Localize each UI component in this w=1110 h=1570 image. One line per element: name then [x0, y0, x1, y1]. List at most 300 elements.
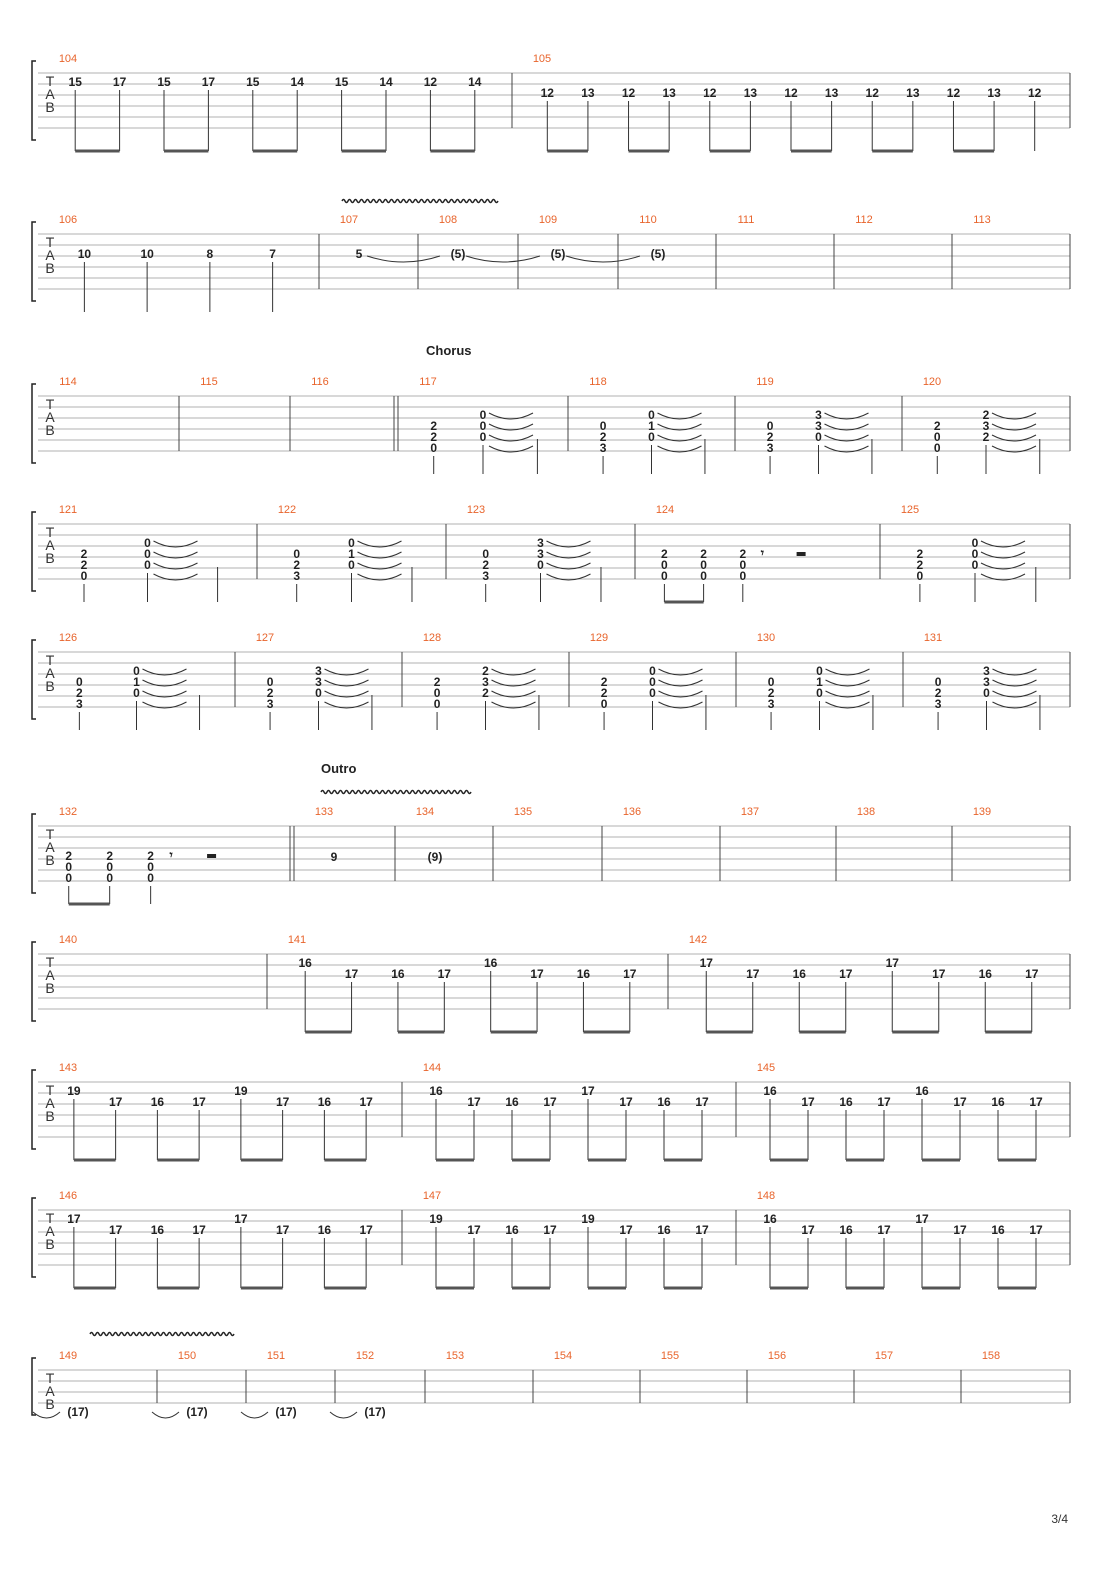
measure-number: 150: [177, 1350, 197, 1362]
chord-note: 0: [661, 558, 668, 572]
tab-note: 16: [792, 967, 806, 981]
tab-note: 17: [437, 967, 451, 981]
tab-note: 16: [763, 1084, 777, 1098]
tab-note: 16: [576, 967, 591, 981]
chord-note: 3: [537, 547, 544, 561]
measure-number: 118: [589, 376, 607, 388]
chord-note: 2: [982, 430, 990, 444]
chord-note: 2: [916, 558, 924, 572]
chord-note: 2: [600, 686, 608, 700]
tab-clef-letter: A: [45, 247, 55, 263]
tab-note: (17): [275, 1405, 297, 1419]
chord-note: 0: [293, 547, 301, 561]
chord-note: 2: [599, 430, 607, 444]
chord-note: 3: [982, 419, 990, 433]
chord-note: 2: [433, 675, 441, 689]
tab-clef-letter: A: [45, 409, 55, 425]
tab-note: 17: [915, 1212, 929, 1226]
tab-note: 17: [201, 75, 216, 89]
chord-note: 0: [106, 860, 114, 874]
measure-number: 104: [58, 53, 78, 65]
tab-clef-letter: T: [45, 652, 55, 668]
tab-note: 13: [581, 86, 595, 100]
chord-note: 0: [766, 419, 774, 433]
chord-note: 0: [133, 664, 140, 678]
tab-clef-letter: B: [45, 678, 55, 694]
measure-number: 117: [419, 376, 437, 388]
chord-note: 3: [599, 441, 607, 455]
tab-note: 17: [581, 1084, 595, 1098]
tie-arc: [152, 1412, 179, 1418]
chord-note: 0: [65, 871, 73, 885]
chord-note: 2: [76, 686, 83, 700]
tab-clef-letter: T: [45, 1210, 55, 1226]
chord-note: 3: [76, 697, 83, 711]
system-bracket: [32, 640, 36, 719]
tab-clef-letter: T: [45, 73, 55, 89]
tab-note: 12: [784, 86, 798, 100]
measure-number: 126: [58, 632, 78, 644]
chord-note: 2: [80, 558, 88, 572]
measure-number: 121: [58, 504, 78, 516]
measure-number: 134: [415, 806, 435, 818]
chord-note: 0: [649, 675, 656, 689]
tab-note: 17: [234, 1212, 248, 1226]
measure-number: 133: [314, 806, 334, 818]
tab-note: 17: [67, 1212, 81, 1226]
chord-note: 2: [430, 419, 438, 433]
chord-note: 0: [479, 430, 487, 444]
measure-number: 145: [756, 1062, 776, 1074]
tab-clef-letter: A: [45, 1383, 55, 1399]
chord-note: 3: [537, 536, 544, 550]
chord-note: 3: [983, 675, 990, 689]
tab-note: 16: [978, 967, 992, 981]
tab-note: 10: [140, 247, 154, 261]
tab-note: 17: [344, 967, 359, 981]
tab-note: 17: [699, 956, 713, 970]
tab-note: 16: [150, 1223, 165, 1237]
tie-arc: [241, 1412, 268, 1418]
measure-number: 124: [655, 504, 675, 516]
tab-note: 17: [359, 1095, 373, 1109]
chord-note: 3: [266, 697, 274, 711]
tab-clef-letter: B: [45, 852, 55, 868]
tab-note: 17: [885, 956, 899, 970]
measure-number: 147: [422, 1190, 442, 1202]
chord-note: 0: [80, 569, 88, 583]
measure-number: 146: [58, 1190, 78, 1202]
chord-note: 3: [482, 569, 490, 583]
chord-note: 1: [648, 419, 655, 433]
chord-note: 2: [430, 430, 438, 444]
measure-number: 120: [922, 376, 942, 388]
tab-note: 16: [317, 1095, 332, 1109]
chord-note: 0: [144, 558, 151, 572]
chord-note: 0: [147, 871, 154, 885]
tab-clef-letter: A: [45, 967, 55, 983]
chord-note: 2: [106, 849, 114, 863]
tab-clef-letter: B: [45, 422, 55, 438]
chord-note: 2: [147, 849, 154, 863]
tab-note: (5): [550, 247, 566, 261]
tab-note: 16: [505, 1095, 519, 1109]
chord-note: 0: [600, 697, 608, 711]
chord-note: 2: [739, 547, 747, 561]
tab-note: 13: [987, 86, 1001, 100]
chord-note: 0: [649, 664, 656, 678]
tab-clef-letter: T: [45, 524, 55, 540]
tab-clef-letter: B: [45, 1396, 55, 1412]
tab-note: 16: [657, 1223, 671, 1237]
chord-note: 0: [649, 686, 656, 700]
chord-note: 0: [144, 536, 151, 550]
section-label: Outro: [321, 761, 357, 776]
tab-clef-letter: B: [45, 980, 55, 996]
measure-number: 108: [438, 214, 458, 226]
chord-note: 0: [815, 430, 822, 444]
measure-number: 132: [58, 806, 78, 818]
tab-note: 19: [429, 1212, 443, 1226]
tab-note: 16: [763, 1212, 777, 1226]
tab-note: 17: [695, 1223, 709, 1237]
chord-note: 0: [648, 408, 655, 422]
measure-number: 123: [466, 504, 486, 516]
measure-number: 155: [660, 1350, 680, 1362]
chord-note: 1: [816, 675, 823, 689]
tab-note: 17: [619, 1223, 633, 1237]
system-bracket: [32, 512, 36, 591]
tab-note: 13: [743, 86, 758, 100]
chord-note: 0: [537, 558, 544, 572]
tab-clef-letter: A: [45, 839, 55, 855]
chord-note: 0: [315, 686, 322, 700]
tab-note: 5: [355, 247, 363, 261]
chord-note: 2: [600, 675, 608, 689]
tab-note: 16: [915, 1084, 929, 1098]
tab-clef-letter: A: [45, 86, 55, 102]
chord-note: 0: [133, 686, 140, 700]
tab-note: 13: [824, 86, 839, 100]
chord-note: 0: [971, 547, 979, 561]
system-bracket: [32, 942, 36, 1021]
measure-number: 127: [255, 632, 275, 644]
chord-note: 3: [934, 697, 942, 711]
chord-note: 3: [315, 664, 322, 678]
tie-arc: [466, 256, 540, 262]
measure-number: 110: [639, 214, 657, 226]
chord-note: 2: [661, 547, 668, 561]
chord-note: 0: [739, 558, 747, 572]
system-bracket: [32, 1358, 36, 1415]
chord-note: 0: [648, 430, 655, 444]
chord-note: 0: [971, 536, 979, 550]
chord-note: 2: [482, 664, 489, 678]
chord-note: 2: [482, 686, 489, 700]
tab-note: 12: [703, 86, 717, 100]
tab-note: 15: [334, 75, 349, 89]
chord-note: 0: [433, 686, 441, 700]
tab-note: 19: [234, 1084, 248, 1098]
tab-note: 16: [391, 967, 405, 981]
tab-note: 17: [801, 1095, 815, 1109]
tab-note: (5): [450, 247, 466, 261]
chord-note: 0: [430, 441, 438, 455]
chord-note: 2: [766, 430, 774, 444]
tab-note: 16: [429, 1084, 443, 1098]
eighth-rest: 𝄾: [760, 546, 765, 560]
tab-note: 17: [695, 1095, 709, 1109]
chord-note: 2: [767, 686, 775, 700]
section-label: Chorus: [426, 343, 472, 358]
tab-note: (17): [364, 1405, 386, 1419]
tab-note: 16: [317, 1223, 332, 1237]
system-bracket: [32, 61, 36, 140]
chord-note: 0: [479, 408, 487, 422]
tab-note: 12: [1028, 86, 1042, 100]
tab-note: 17: [1029, 1223, 1043, 1237]
tab-note: 17: [108, 1223, 123, 1237]
measure-number: 131: [923, 632, 943, 644]
tab-note: 16: [484, 956, 498, 970]
chord-note: 0: [916, 569, 924, 583]
measure-number: 106: [58, 214, 78, 226]
measure-number: 149: [58, 1350, 78, 1362]
tab-note: 17: [619, 1095, 633, 1109]
tab-note: 16: [839, 1095, 853, 1109]
half-rest: [207, 854, 216, 858]
tab-clef-letter: T: [45, 1370, 55, 1386]
tab-note: 17: [953, 1223, 967, 1237]
tab-note: 17: [623, 967, 637, 981]
chord-note: 0: [767, 675, 775, 689]
measure-number: 122: [277, 504, 297, 516]
chord-note: 2: [482, 558, 490, 572]
tab-note: 17: [1029, 1095, 1043, 1109]
chord-note: 0: [482, 547, 490, 561]
tab-note: 19: [581, 1212, 595, 1226]
tab-clef-letter: A: [45, 537, 55, 553]
measure-number: 154: [553, 1350, 573, 1362]
chord-note: 0: [700, 558, 707, 572]
tab-note: 17: [275, 1223, 290, 1237]
measure-number: 130: [756, 632, 776, 644]
tie-arc: [566, 256, 640, 262]
tab-note: 17: [1025, 967, 1039, 981]
chord-note: 0: [144, 547, 151, 561]
chord-note: 0: [147, 860, 154, 874]
vibrato-mark: [90, 1333, 234, 1336]
system-bracket: [32, 1070, 36, 1149]
chord-note: 0: [76, 675, 83, 689]
tab-note: 12: [540, 86, 554, 100]
chord-note: 0: [661, 569, 668, 583]
measure-number: 137: [740, 806, 760, 818]
tab-note: 10: [77, 247, 92, 261]
measure-number: 136: [622, 806, 642, 818]
chord-note: 1: [348, 547, 355, 561]
tab-note: 17: [877, 1223, 891, 1237]
tab-note: (9): [427, 850, 443, 864]
chord-note: 0: [599, 419, 607, 433]
chord-note: 3: [766, 441, 774, 455]
measure-number: 125: [900, 504, 920, 516]
chord-note: 2: [65, 849, 73, 863]
measure-number: 151: [266, 1350, 286, 1362]
tie-arc: [330, 1412, 357, 1418]
tab-note: 15: [68, 75, 82, 89]
tab-note: 17: [359, 1223, 373, 1237]
system-bracket: [32, 384, 36, 463]
tab-clef-letter: T: [45, 826, 55, 842]
chord-note: 3: [293, 569, 301, 583]
tab-note: 17: [467, 1095, 481, 1109]
tab-note: 16: [991, 1095, 1005, 1109]
tab-note: 12: [423, 75, 438, 89]
measure-number: 112: [855, 214, 873, 226]
measure-number: 152: [355, 1350, 375, 1362]
chord-note: 0: [971, 558, 979, 572]
tab-note: 17: [932, 967, 946, 981]
tab-clef-letter: T: [45, 396, 55, 412]
tab-clef-letter: A: [45, 1223, 55, 1239]
tab-note: (17): [67, 1405, 89, 1419]
chord-note: 0: [348, 558, 355, 572]
measure-number: 157: [874, 1350, 894, 1362]
half-rest: [797, 552, 806, 556]
measure-number: 109: [538, 214, 558, 226]
chord-note: 0: [933, 430, 941, 444]
measure-number: 113: [973, 214, 991, 226]
tab-note: (17): [186, 1405, 208, 1419]
measure-number: 142: [688, 934, 708, 946]
tab-note: 19: [67, 1084, 81, 1098]
measure-number: 129: [589, 632, 609, 644]
tab-note: 14: [379, 75, 393, 89]
chord-note: 0: [934, 675, 942, 689]
tab-clef-letter: A: [45, 665, 55, 681]
tab-note: 17: [543, 1095, 557, 1109]
measure-number: 144: [422, 1062, 442, 1074]
page-number: 3/4: [1051, 1512, 1068, 1526]
chord-note: 0: [700, 569, 707, 583]
tab-note: 13: [906, 86, 920, 100]
chord-note: 3: [815, 419, 822, 433]
chord-note: 2: [982, 408, 990, 422]
chord-note: 3: [983, 664, 990, 678]
vibrato-mark: [321, 791, 471, 794]
tab-clef-letter: B: [45, 1108, 55, 1124]
measure-number: 153: [445, 1350, 465, 1362]
tab-note: 17: [839, 967, 853, 981]
tab-note: 7: [269, 247, 276, 261]
tie-arc: [33, 1412, 60, 1418]
tab-note: 14: [290, 75, 304, 89]
tab-clef-letter: B: [45, 99, 55, 115]
measure-number: 138: [856, 806, 876, 818]
chord-note: 2: [293, 558, 301, 572]
tab-note: 12: [946, 86, 961, 100]
tab-clef-letter: T: [45, 234, 55, 250]
measure-number: 148: [756, 1190, 776, 1202]
chord-note: 2: [700, 547, 707, 561]
tab-note: 16: [991, 1223, 1005, 1237]
chord-note: 0: [65, 860, 73, 874]
system-bracket: [32, 222, 36, 301]
measure-number: 111: [737, 214, 755, 226]
tab-note: 8: [206, 247, 214, 261]
tab-note: 9: [330, 850, 338, 864]
tab-note: 12: [621, 86, 636, 100]
chord-note: 0: [266, 675, 274, 689]
chord-note: 0: [106, 871, 114, 885]
chord-note: 2: [266, 686, 274, 700]
chord-note: 0: [816, 686, 823, 700]
tab-note: 17: [112, 75, 127, 89]
measure-number: 107: [339, 214, 359, 226]
measure-number: 143: [58, 1062, 78, 1074]
measure-number: 139: [972, 806, 992, 818]
tab-note: 17: [192, 1223, 206, 1237]
tab-note: 16: [839, 1223, 853, 1237]
measure-number: 158: [981, 1350, 1001, 1362]
chord-note: 0: [433, 697, 441, 711]
tab-note: 17: [467, 1223, 481, 1237]
tab-note: 15: [246, 75, 260, 89]
system-bracket: [32, 814, 36, 893]
chord-note: 2: [80, 547, 88, 561]
measure-number: 119: [756, 376, 774, 388]
chord-note: 0: [479, 419, 487, 433]
measure-number: 135: [513, 806, 533, 818]
chord-note: 2: [916, 547, 924, 561]
tab-note: (5): [650, 247, 666, 261]
tab-clef-letter: T: [45, 1082, 55, 1098]
tab-note: 12: [865, 86, 879, 100]
chord-note: 0: [933, 441, 941, 455]
tab-note: 17: [543, 1223, 557, 1237]
tab-clef-letter: B: [45, 1236, 55, 1252]
measure-number: 141: [287, 934, 307, 946]
chord-note: 3: [482, 675, 489, 689]
measure-number: 128: [422, 632, 442, 644]
tab-note: 16: [150, 1095, 165, 1109]
tab-note: 15: [157, 75, 171, 89]
tab-clef-letter: B: [45, 260, 55, 276]
tab-note: 13: [662, 86, 676, 100]
tab-note: 17: [877, 1095, 891, 1109]
chord-note: 1: [133, 675, 140, 689]
measure-number: 105: [532, 53, 552, 65]
chord-note: 2: [934, 686, 942, 700]
measure-number: 140: [58, 934, 78, 946]
tab-note: 17: [746, 967, 760, 981]
measure-number: 156: [767, 1350, 787, 1362]
tab-clef-letter: B: [45, 550, 55, 566]
chord-note: 0: [348, 536, 355, 550]
tab-note: 16: [298, 956, 312, 970]
tab-note: 17: [275, 1095, 290, 1109]
chord-note: 0: [739, 569, 747, 583]
chord-note: 3: [767, 697, 775, 711]
eighth-rest: 𝄾: [169, 848, 173, 862]
system-bracket: [32, 1198, 36, 1277]
tab-note: 16: [505, 1223, 519, 1237]
measure-number: 115: [200, 376, 218, 388]
vibrato-mark: [342, 200, 498, 203]
chord-note: 3: [815, 408, 822, 422]
tie-arc: [367, 256, 440, 262]
